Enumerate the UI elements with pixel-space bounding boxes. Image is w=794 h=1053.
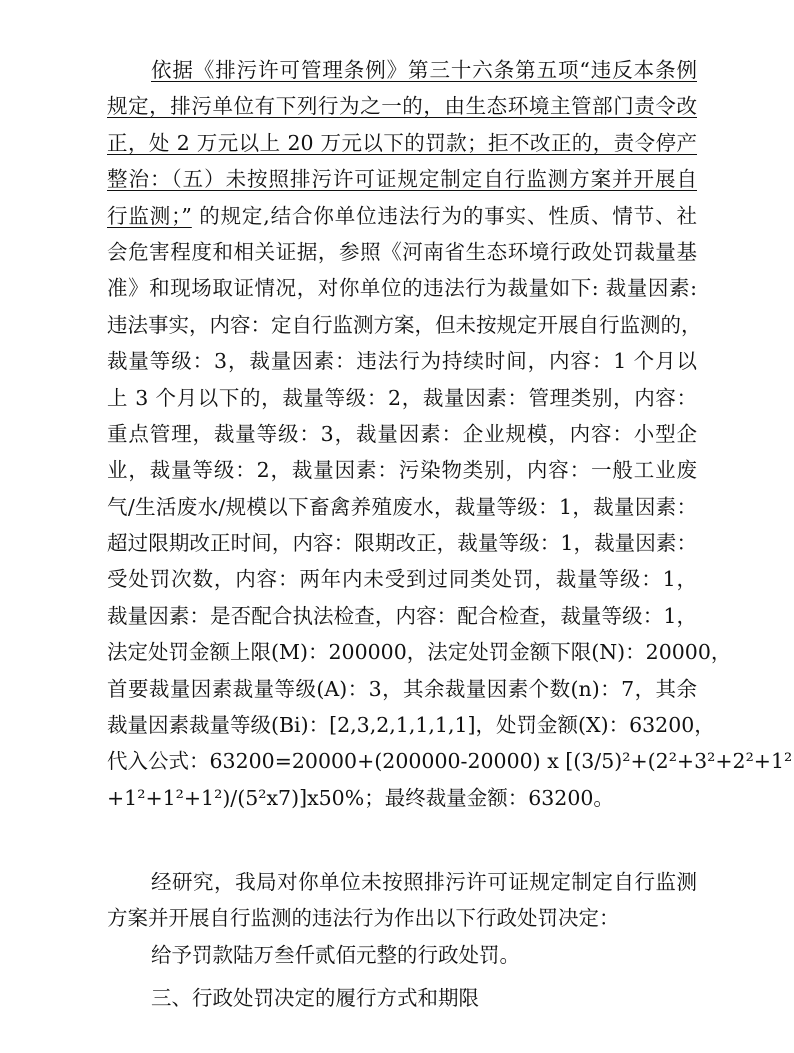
text-line: 规定，排污单位有下列行为之一的，由生态环境主管部门责令改 (107, 94, 697, 119)
underlined-quote: 依据《排污许可管理条例》第三十六条第五项“违反本条例 (151, 58, 697, 82)
text-line: 超过限期改正时间，内容：限期改正，裁量等级：1，裁量因素： (107, 531, 697, 556)
text-line: 整治：（五）未按照排污许可证规定制定自行监测方案并开展自 (107, 167, 697, 192)
text-line: 裁量因素裁量等级(Bi)：[2,3,2,1,1,1,1]，处罚金额(X)：63200， (107, 713, 715, 738)
penalty-text: 给予罚款陆万叁仟贰佰元整的行政处罚。 (151, 943, 520, 967)
text-line: 裁量等级：3，裁量因素：违法行为持续时间，内容：1 个月以 (107, 349, 697, 374)
text-line: 法定处罚金额上限(M)：200000，法定处罚金额下限(N)：20000， (107, 640, 732, 665)
basis-paragraph (107, 52, 793, 816)
text-line: 上 3 个月以下的，裁量等级：2，裁量因素：管理类别，内容： (107, 385, 697, 410)
text-line (107, 198, 697, 234)
underlined-quote: 行监测；” (107, 203, 192, 228)
decision-paragraph (107, 864, 697, 937)
section-heading-block (107, 980, 697, 1016)
text-line: 代入公式：63200=20000+(200000-20000) x [(3/5)²+(2²+3²+2²+1² (107, 749, 793, 774)
text-line: 会危害程度和相关证据，参照《河南省生态环境行政处罚裁量基 (107, 239, 697, 264)
text-line: 准》和现场取证情况，对你单位的违法行为裁量如下: 裁量因素: (107, 276, 697, 301)
penalty-paragraph (107, 937, 697, 973)
text-line: 裁量因素：是否配合执法检查，内容：配合检查，裁量等级：1， (107, 603, 697, 628)
text-line: 气/生活废水/规模以下畜禽养殖废水，裁量等级：1，裁量因素： (107, 494, 697, 519)
text-line (107, 52, 697, 88)
text-line: 方案并开展自行监测的违法行为作出以下行政处罚决定： (107, 906, 620, 931)
text-line: 正，处 2 万元以上 20 万元以下的罚款；拒不改正的，责令停产 (107, 130, 697, 155)
text-line: 经研究，我局对你单位未按照排污许可证规定制定自行监测 (151, 870, 697, 894)
text-line: +1²+1²+1²)/(5²x7)]x50%；最终裁量金额：63200。 (107, 785, 614, 810)
text-line-tail: 的规定,结合你单位违法行为的事实、性质、情节、社 (199, 203, 697, 228)
text-line: 受处罚次数，内容：两年内未受到过同类处罚，裁量等级：1， (107, 567, 697, 592)
text-line: 重点管理，裁量等级：3，裁量因素：企业规模，内容：小型企 (107, 421, 697, 446)
section-heading: 三、行政处罚决定的履行方式和期限 (151, 986, 479, 1010)
text-line: 违法事实，内容：定自行监测方案，但未按规定开展自行监测的， (107, 312, 702, 337)
text-line: 业，裁量等级：2，裁量因素：污染物类别，内容：一般工业废 (107, 458, 697, 483)
text-line: 首要裁量因素裁量等级(A)：3，其余裁量因素个数(n)：7，其余 (107, 676, 697, 701)
